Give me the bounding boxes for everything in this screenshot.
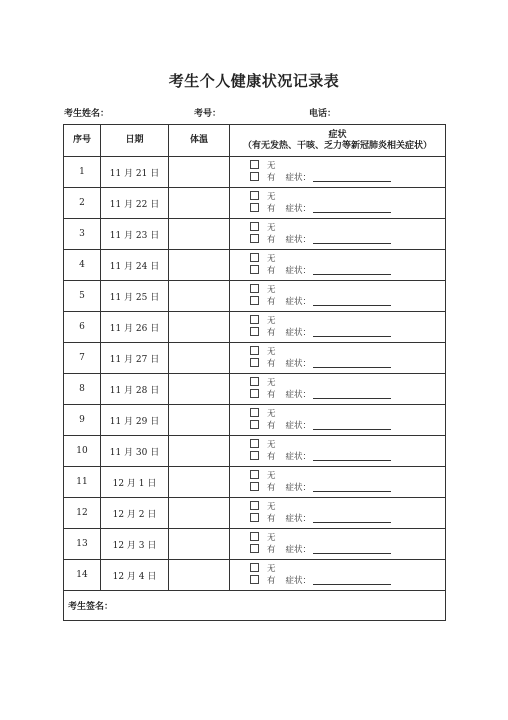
option-none bbox=[230, 563, 445, 575]
checkbox-none[interactable] bbox=[250, 284, 259, 293]
symptom-blank-line[interactable] bbox=[313, 544, 391, 554]
row-date: 12 月 1 日 bbox=[101, 467, 169, 498]
signature-label[interactable]: 考生签名： bbox=[64, 591, 446, 621]
option-none bbox=[230, 408, 445, 420]
checkbox-none[interactable] bbox=[250, 253, 259, 262]
row-temperature-field[interactable] bbox=[169, 343, 230, 374]
checkbox-yes[interactable] bbox=[250, 575, 259, 584]
option-none-label: 无 bbox=[267, 254, 276, 264]
symptom-label: 症状： bbox=[285, 514, 312, 524]
row-seq: 5 bbox=[64, 281, 101, 312]
row-date: 12 月 4 日 bbox=[101, 560, 169, 591]
option-yes-label: 有 bbox=[267, 514, 276, 524]
option-yes bbox=[230, 544, 445, 556]
option-none-label: 无 bbox=[267, 316, 276, 326]
phone-label: 电话： bbox=[309, 109, 337, 119]
option-none-label: 无 bbox=[267, 533, 276, 543]
row-date: 11 月 27 日 bbox=[101, 343, 169, 374]
row-symptoms bbox=[230, 374, 446, 405]
table-row bbox=[64, 343, 446, 374]
checkbox-yes[interactable] bbox=[250, 389, 259, 398]
signature-row bbox=[64, 591, 446, 621]
symptom-label: 症状： bbox=[285, 452, 312, 462]
checkbox-none[interactable] bbox=[250, 191, 259, 200]
row-temperature-field[interactable] bbox=[169, 436, 230, 467]
checkbox-none[interactable] bbox=[250, 160, 259, 169]
table-row bbox=[64, 529, 446, 560]
table-row bbox=[64, 188, 446, 219]
row-temperature-field[interactable] bbox=[169, 374, 230, 405]
table-row bbox=[64, 157, 446, 188]
symptom-label: 症状： bbox=[285, 173, 312, 183]
option-yes-label: 有 bbox=[267, 421, 276, 431]
table-row bbox=[64, 312, 446, 343]
row-seq: 14 bbox=[64, 560, 101, 591]
checkbox-yes[interactable] bbox=[250, 358, 259, 367]
symptom-blank-line[interactable] bbox=[313, 451, 391, 461]
row-temperature-field[interactable] bbox=[169, 529, 230, 560]
checkbox-none[interactable] bbox=[250, 377, 259, 386]
row-date: 11 月 23 日 bbox=[101, 219, 169, 250]
header-symptoms bbox=[230, 125, 446, 157]
option-none-label: 无 bbox=[267, 192, 276, 202]
row-temperature-field[interactable] bbox=[169, 312, 230, 343]
row-seq: 13 bbox=[64, 529, 101, 560]
row-temperature-field[interactable] bbox=[169, 188, 230, 219]
checkbox-yes[interactable] bbox=[250, 482, 259, 491]
checkbox-yes[interactable] bbox=[250, 513, 259, 522]
option-yes-label: 有 bbox=[267, 173, 276, 183]
symptom-label: 症状： bbox=[285, 576, 312, 586]
symptom-label: 症状： bbox=[285, 421, 312, 431]
table-row bbox=[64, 250, 446, 281]
option-yes-label: 有 bbox=[267, 483, 276, 493]
row-temperature-field[interactable] bbox=[169, 281, 230, 312]
row-date: 12 月 2 日 bbox=[101, 498, 169, 529]
option-yes bbox=[230, 265, 445, 277]
checkbox-yes[interactable] bbox=[250, 172, 259, 181]
exam-number-label: 考号： bbox=[194, 109, 222, 119]
row-seq: 12 bbox=[64, 498, 101, 529]
symptom-label: 症状： bbox=[285, 204, 312, 214]
option-none-label: 无 bbox=[267, 502, 276, 512]
row-temperature-field[interactable] bbox=[169, 498, 230, 529]
option-yes-label: 有 bbox=[267, 297, 276, 307]
option-none bbox=[230, 346, 445, 358]
option-none bbox=[230, 191, 445, 203]
row-symptoms bbox=[230, 281, 446, 312]
row-symptoms bbox=[230, 188, 446, 219]
row-seq: 6 bbox=[64, 312, 101, 343]
option-yes bbox=[230, 389, 445, 401]
option-yes bbox=[230, 203, 445, 215]
option-none-label: 无 bbox=[267, 471, 276, 481]
option-yes bbox=[230, 451, 445, 463]
row-symptoms bbox=[230, 312, 446, 343]
row-symptoms bbox=[230, 498, 446, 529]
table-row bbox=[64, 219, 446, 250]
row-date: 11 月 30 日 bbox=[101, 436, 169, 467]
option-yes bbox=[230, 296, 445, 308]
table-row bbox=[64, 560, 446, 591]
row-symptoms bbox=[230, 219, 446, 250]
row-temperature-field[interactable] bbox=[169, 157, 230, 188]
table-header-row bbox=[64, 125, 446, 157]
row-date: 11 月 29 日 bbox=[101, 405, 169, 436]
option-yes bbox=[230, 327, 445, 339]
header-symptoms-note: （有无发热、干咳、乏力等新冠肺炎相关症状） bbox=[242, 140, 432, 151]
option-none-label: 无 bbox=[267, 161, 276, 171]
table-row bbox=[64, 436, 446, 467]
row-seq: 4 bbox=[64, 250, 101, 281]
document-title: 考生个人健康状况记录表 bbox=[168, 72, 340, 90]
symptom-blank-line[interactable] bbox=[313, 265, 391, 275]
row-seq: 3 bbox=[64, 219, 101, 250]
symptom-blank-line[interactable] bbox=[313, 296, 391, 306]
table-row bbox=[64, 498, 446, 529]
row-seq: 9 bbox=[64, 405, 101, 436]
symptom-blank-line[interactable] bbox=[313, 513, 391, 523]
row-seq: 2 bbox=[64, 188, 101, 219]
checkbox-none[interactable] bbox=[250, 439, 259, 448]
checkbox-none[interactable] bbox=[250, 408, 259, 417]
row-seq: 10 bbox=[64, 436, 101, 467]
row-date: 11 月 26 日 bbox=[101, 312, 169, 343]
symptom-blank-line[interactable] bbox=[313, 234, 391, 244]
row-date: 11 月 25 日 bbox=[101, 281, 169, 312]
option-yes bbox=[230, 420, 445, 432]
row-symptoms bbox=[230, 405, 446, 436]
row-seq: 7 bbox=[64, 343, 101, 374]
symptom-blank-line[interactable] bbox=[313, 575, 391, 585]
checkbox-yes[interactable] bbox=[250, 327, 259, 336]
row-seq: 8 bbox=[64, 374, 101, 405]
checkbox-none[interactable] bbox=[250, 563, 259, 572]
table-row bbox=[64, 467, 446, 498]
option-yes-label: 有 bbox=[267, 452, 276, 462]
option-none-label: 无 bbox=[267, 378, 276, 388]
row-date: 12 月 3 日 bbox=[101, 529, 169, 560]
row-temperature-field[interactable] bbox=[169, 467, 230, 498]
row-symptoms bbox=[230, 436, 446, 467]
row-symptoms bbox=[230, 529, 446, 560]
row-temperature-field[interactable] bbox=[169, 560, 230, 591]
symptom-blank-line[interactable] bbox=[313, 172, 391, 182]
symptom-blank-line[interactable] bbox=[313, 203, 391, 213]
checkbox-yes[interactable] bbox=[250, 265, 259, 274]
row-date: 11 月 22 日 bbox=[101, 188, 169, 219]
row-symptoms bbox=[230, 157, 446, 188]
row-date: 11 月 21 日 bbox=[101, 157, 169, 188]
symptom-label: 症状： bbox=[285, 328, 312, 338]
option-none bbox=[230, 501, 445, 513]
row-symptoms bbox=[230, 467, 446, 498]
table-row bbox=[64, 374, 446, 405]
symptom-label: 症状： bbox=[285, 483, 312, 493]
checkbox-none[interactable] bbox=[250, 346, 259, 355]
header-temperature: 体温 bbox=[169, 125, 230, 157]
symptom-label: 症状： bbox=[285, 390, 312, 400]
option-yes-label: 有 bbox=[267, 204, 276, 214]
option-none bbox=[230, 439, 445, 451]
option-yes-label: 有 bbox=[267, 576, 276, 586]
row-seq: 1 bbox=[64, 157, 101, 188]
table-row bbox=[64, 405, 446, 436]
symptom-blank-line[interactable] bbox=[313, 482, 391, 492]
option-yes bbox=[230, 482, 445, 494]
option-yes bbox=[230, 513, 445, 525]
checkbox-none[interactable] bbox=[250, 222, 259, 231]
option-yes bbox=[230, 575, 445, 587]
symptom-blank-line[interactable] bbox=[313, 358, 391, 368]
table-row bbox=[64, 281, 446, 312]
checkbox-yes[interactable] bbox=[250, 420, 259, 429]
symptom-label: 症状： bbox=[285, 235, 312, 245]
option-yes-label: 有 bbox=[267, 390, 276, 400]
row-temperature-field[interactable] bbox=[169, 219, 230, 250]
health-record-table bbox=[63, 124, 446, 621]
candidate-name-label: 考生姓名： bbox=[64, 109, 110, 119]
checkbox-none[interactable] bbox=[250, 470, 259, 479]
symptom-label: 症状： bbox=[285, 545, 312, 555]
option-yes bbox=[230, 172, 445, 184]
option-yes bbox=[230, 358, 445, 370]
option-yes-label: 有 bbox=[267, 359, 276, 369]
row-symptoms bbox=[230, 343, 446, 374]
option-none-label: 无 bbox=[267, 440, 276, 450]
symptom-blank-line[interactable] bbox=[313, 327, 391, 337]
checkbox-yes[interactable] bbox=[250, 296, 259, 305]
option-none bbox=[230, 222, 445, 234]
checkbox-yes[interactable] bbox=[250, 234, 259, 243]
row-symptoms bbox=[230, 250, 446, 281]
checkbox-yes[interactable] bbox=[250, 544, 259, 553]
symptom-label: 症状： bbox=[285, 266, 312, 276]
header-seq: 序号 bbox=[64, 125, 101, 157]
option-none bbox=[230, 377, 445, 389]
checkbox-none[interactable] bbox=[250, 315, 259, 324]
row-temperature-field[interactable] bbox=[169, 250, 230, 281]
option-none bbox=[230, 315, 445, 327]
row-date: 11 月 24 日 bbox=[101, 250, 169, 281]
option-yes bbox=[230, 234, 445, 246]
option-none-label: 无 bbox=[267, 347, 276, 357]
header-date: 日期 bbox=[101, 125, 169, 157]
option-none bbox=[230, 253, 445, 265]
option-none-label: 无 bbox=[267, 223, 276, 233]
symptom-blank-line[interactable] bbox=[313, 389, 391, 399]
option-none-label: 无 bbox=[267, 564, 276, 574]
symptom-label: 症状： bbox=[285, 359, 312, 369]
option-yes-label: 有 bbox=[267, 266, 276, 276]
checkbox-yes[interactable] bbox=[250, 451, 259, 460]
symptom-blank-line[interactable] bbox=[313, 420, 391, 430]
option-yes-label: 有 bbox=[267, 545, 276, 555]
row-temperature-field[interactable] bbox=[169, 405, 230, 436]
row-seq: 11 bbox=[64, 467, 101, 498]
option-yes-label: 有 bbox=[267, 328, 276, 338]
row-symptoms bbox=[230, 560, 446, 591]
option-none bbox=[230, 470, 445, 482]
option-none-label: 无 bbox=[267, 409, 276, 419]
row-date: 11 月 28 日 bbox=[101, 374, 169, 405]
option-none bbox=[230, 284, 445, 296]
option-yes-label: 有 bbox=[267, 235, 276, 245]
symptom-label: 症状： bbox=[285, 297, 312, 307]
checkbox-yes[interactable] bbox=[250, 203, 259, 212]
option-none bbox=[230, 160, 445, 172]
header-symptoms-title: 症状 bbox=[328, 129, 347, 140]
checkbox-none[interactable] bbox=[250, 501, 259, 510]
option-none-label: 无 bbox=[267, 285, 276, 295]
option-none bbox=[230, 532, 445, 544]
checkbox-none[interactable] bbox=[250, 532, 259, 541]
